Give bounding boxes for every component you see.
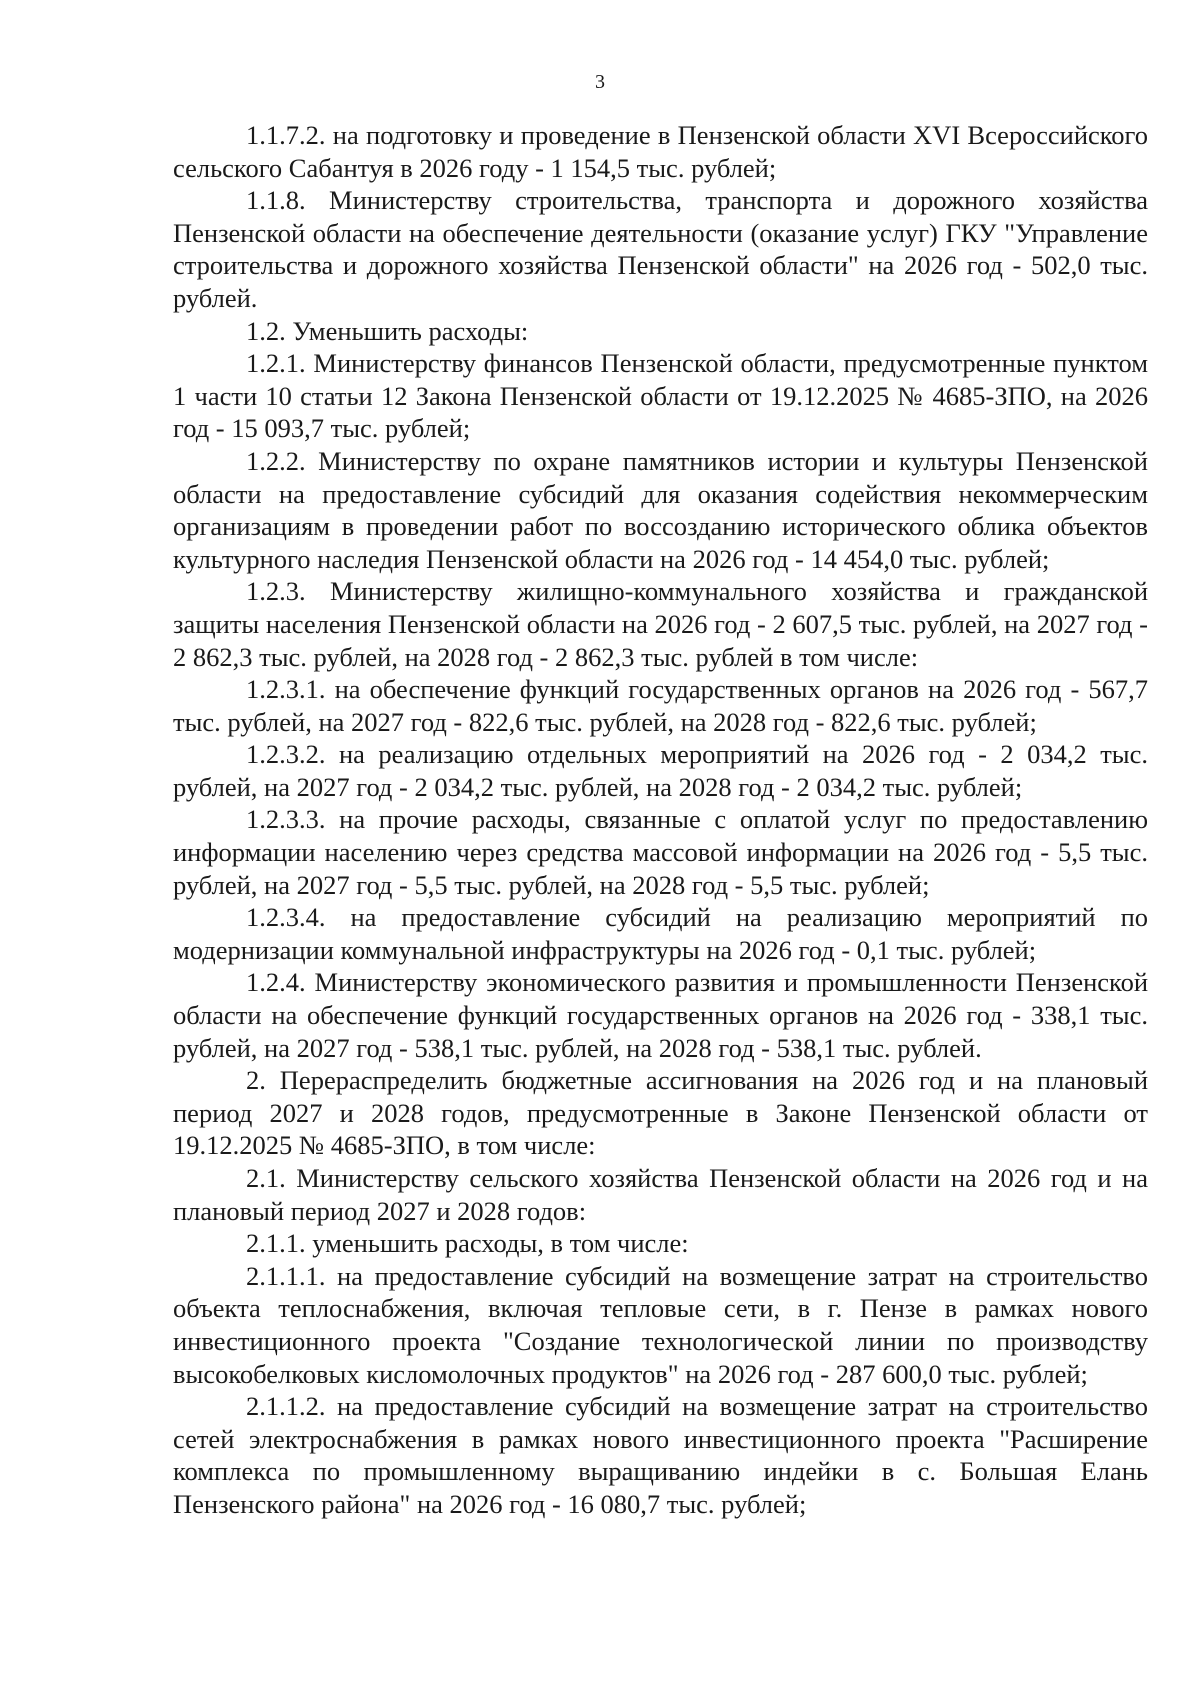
paragraph-2-1-1: 2.1.1. уменьшить расходы, в том числе: (246, 1228, 689, 1259)
paragraph-2-1: 2.1. Министерству сельского хозяйства Пензенской области на 2026 год и на плановый период 2027 и 2028 годов: (173, 1163, 1148, 1226)
paragraph-1-2-3-2: 1.2.3.2. на реализацию отдельных мероприятий на 2026 год - 2 034,2 тыс. рублей, на 2027 год - 2 034,2 тыс. рублей, на 2028 год - 2 034,2 тыс. рублей; (173, 739, 1148, 802)
paragraph-1-2-4: 1.2.4. Министерству экономического развития и промышленности Пензенской области на обеспечение функций государственных органов на 2026 год - 338,1 тыс. рублей, на 2027 год - 538,1 тыс. рублей, на 2028 год - 538,1 тыс. рублей. (173, 967, 1148, 1063)
paragraph-2-1-1-2: 2.1.1.2. на предоставление субсидий на возмещение затрат на строительство сетей электроснабжения в рамках нового инвестиционного проекта "Расширение комплекса по промышленному выращиванию индейки в с. Большая Елань Пензенского района" на 2026 год - 16 080,7 тыс. рублей; (173, 1391, 1148, 1519)
paragraph-1-2-3-3: 1.2.3.3. на прочие расходы, связанные с оплатой услуг по предоставлению информации населению через средства массовой информации на 2026 год - 5,5 тыс. рублей, на 2027 год - 5,5 тыс. рублей, на 2028 год - 5,5 тыс. рублей; (173, 804, 1148, 900)
paragraph-1-2-3-4: 1.2.3.4. на предоставление субсидий на реализацию мероприятий по модернизации коммунальной инфраструктуры на 2026 год - 0,1 тыс. рублей; (173, 902, 1148, 965)
paragraph-1-2-2: 1.2.2. Министерству по охране памятников истории и культуры Пензенской области на предоставление субсидий для оказания содействия некоммерческим организациям в проведении работ по воссозданию исторического облика объектов культурного наследия Пензенской области на 2026 год - 14 454,0 тыс. рублей; (173, 445, 1148, 574)
paragraph-2: 2. Перераспределить бюджетные ассигнования на 2026 год и на плановый период 2027 и 2028 годов, предусмотренные в Законе Пензенской области от 19.12.2025 № 4685-ЗПО, в том числе: (173, 1065, 1148, 1161)
paragraph-1-1-8: 1.1.8. Министерству строительства, транспорта и дорожного хозяйства Пензенской области на обеспечение деятельности (оказание услуг) ГКУ "Управление строительства и дорожного хозяйства Пензенской области" на 2026 год - 502,0 тыс. рублей. (173, 185, 1148, 313)
document-body (173, 119, 1148, 1521)
paragraph-2-1-1-1: 2.1.1.1. на предоставление субсидий на возмещение затрат на строительство объекта теплоснабжения, включая тепловые сети, в г. Пензе в рамках нового инвестиционного проекта "Создание технологической линии по производству высокобелковых кисломолочных продуктов" на 2026 год - 287 600,0 тыс. рублей; (173, 1260, 1148, 1389)
paragraph-1-2-1: 1.2.1. Министерству финансов Пензенской области, предусмотренные пунктом 1 части 10 статьи 12 Закона Пензенской области от 19.12.2025 № 4685-ЗПО, на 2026 год - 15 093,7 тыс. рублей; (173, 348, 1148, 444)
paragraph-1-2: 1.2. Уменьшить расходы: (246, 315, 529, 346)
paragraph-1-2-3: 1.2.3. Министерству жилищно-коммунального хозяйства и гражданской защиты населения Пензенской области на 2026 год - 2 607,5 тыс. рублей, на 2027 год - 2 862,3 тыс. рублей, на 2028 год - 2 862,3 тыс. рублей в том числе: (173, 576, 1148, 672)
paragraph-1-2-3-1: 1.2.3.1. на обеспечение функций государственных органов на 2026 год - 567,7 тыс. рублей, на 2027 год - 822,6 тыс. рублей, на 2028 год - 822,6 тыс. рублей; (173, 674, 1148, 737)
page-number: 3 (595, 71, 605, 93)
paragraph-1-1-7-2: 1.1.7.2. на подготовку и проведение в Пензенской области XVI Всероссийского сельского Сабантуя в 2026 году - 1 154,5 тыс. рублей; (173, 120, 1148, 183)
